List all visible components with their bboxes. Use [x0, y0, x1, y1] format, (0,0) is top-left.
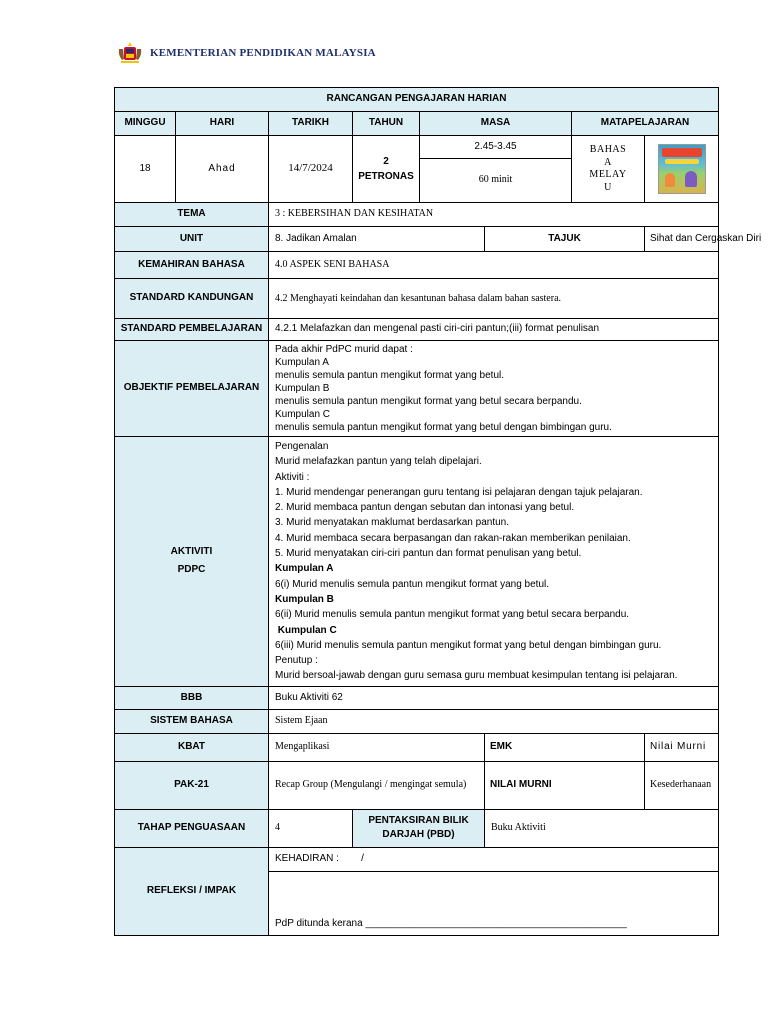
malaysia-coat-of-arms-icon	[116, 41, 144, 65]
label-emk: EMK	[485, 733, 645, 761]
aktiviti-line: 5. Murid menyatakan ciri-ciri pantun dan format penulisan yang betul.	[275, 548, 582, 560]
label-aktiviti	[115, 437, 269, 687]
aktiviti-line: Kumpulan B	[275, 593, 334, 605]
value-emk: Nilai Murni	[645, 733, 719, 761]
label-pak21: PAK-21	[115, 761, 269, 809]
aktiviti-line: Kumpulan A	[275, 563, 334, 575]
value-nilai-murni: Kesederhanaan	[645, 761, 719, 809]
label-sistem-bahasa: SISTEM BAHASA	[115, 709, 269, 733]
label-objektif: OBJEKTIF PEMBELAJARAN	[115, 341, 269, 437]
objektif-line: Kumpulan B	[275, 383, 330, 394]
value-unit: 8. Jadikan Amalan	[269, 227, 485, 252]
value-minggu: 18	[115, 136, 176, 203]
textbook-cover	[645, 136, 719, 203]
objektif-line: menulis semula pantun mengikut format yang betul.	[275, 370, 505, 381]
value-tahun	[353, 136, 420, 203]
page-header	[116, 40, 376, 66]
subject-name: BAHAS A MELAY U	[572, 136, 645, 203]
aktiviti-line: 6(i) Murid menulis semula pantun mengikut format yang betul.	[275, 578, 550, 590]
col-matapelajaran: MATAPELAJARAN	[572, 112, 719, 136]
col-hari: HARI	[176, 112, 269, 136]
col-tahun: TAHUN	[353, 112, 420, 136]
table-title: RANCANGAN PENGAJARAN HARIAN	[115, 88, 719, 112]
pdpc-label: PDPC	[177, 564, 206, 576]
tahun-number: 2	[383, 156, 389, 167]
lesson-plan-table	[114, 87, 762, 936]
value-tajuk: Sihat dan Cergaskan Diri	[645, 227, 719, 252]
objektif-line: menulis semula pantun mengikut format yang betul secara berpandu.	[275, 396, 582, 407]
label-bbb: BBB	[115, 686, 269, 709]
aktiviti-line: 6(iii) Murid menulis semula pantun mengikut format yang betul dengan bimbingan guru.	[275, 639, 662, 651]
aktiviti-line: Pengenalan	[275, 441, 329, 452]
textbook-cover-image	[658, 144, 706, 194]
value-tema: 3 : KEBERSIHAN DAN KESIHATAN	[269, 203, 719, 227]
value-standard-pembelajaran: 4.2.1 Melafazkan dan mengenal pasti ciri-ciri pantun;(iii) format penulisan	[269, 319, 719, 341]
aktiviti-label: AKTIVITI	[170, 546, 213, 558]
value-masa-duration: 60 minit	[420, 159, 572, 203]
objektif-line: Kumpulan C	[275, 409, 331, 420]
value-kehadiran: KEHADIRAN : /	[269, 847, 719, 871]
label-refleksi: REFLEKSI / IMPAK	[115, 847, 269, 935]
label-standard-kandungan: STANDARD KANDUNGAN	[115, 279, 269, 319]
value-bbb: Buku Aktiviti 62	[269, 686, 719, 709]
aktiviti-line: 4. Murid membaca secara berpasangan dan rakan-rakan memberikan penilaian.	[275, 532, 631, 544]
aktiviti-line: Murid bersoal-jawab dengan guru semasa guru membuat kesimpulan tentang isi pelajaran.	[275, 670, 678, 682]
value-standard-kandungan: 4.2 Menghayati keindahan dan kesantunan bahasa dalam bahan sastera.	[269, 279, 719, 319]
value-ditunda: PdP ditunda kerana _______________________________________________	[269, 871, 719, 935]
label-tahap-penguasaan: TAHAP PENGUASAAN	[115, 809, 269, 847]
aktiviti-line: 1. Murid mendengar penerangan guru tentang isi pelajaran dengan tajuk pelajaran.	[275, 486, 643, 498]
objektif-line: Pada akhir PdPC murid dapat :	[275, 344, 413, 355]
label-kemahiran: KEMAHIRAN BAHASA	[115, 252, 269, 279]
tahun-class: PETRONAS	[358, 171, 414, 182]
value-masa-time: 2.45-3.45	[420, 136, 572, 159]
label-tema: TEMA	[115, 203, 269, 227]
value-aktiviti	[269, 437, 719, 687]
value-objektif	[269, 341, 719, 437]
value-pbd: Buku Aktiviti	[485, 809, 719, 847]
col-minggu: MINGGU	[115, 112, 176, 136]
value-kemahiran: 4.0 ASPEK SENI BAHASA	[269, 252, 719, 279]
aktiviti-line: Kumpulan C	[275, 624, 337, 636]
aktiviti-line: 6(ii) Murid menulis semula pantun mengikut format yang betul secara berpandu.	[275, 609, 630, 621]
objektif-line: menulis semula pantun mengikut format yang betul dengan bimbingan guru.	[275, 422, 612, 433]
col-masa: MASA	[420, 112, 572, 136]
aktiviti-line: Murid melafazkan pantun yang telah dipelajari.	[275, 456, 482, 468]
aktiviti-line: 2. Murid membaca pantun dengan sebutan dan intonasi yang betul.	[275, 502, 575, 514]
value-tahap-penguasaan: 4	[269, 809, 353, 847]
aktiviti-line: 3. Murid menyatakan maklumat berdasarkan pantun.	[275, 517, 510, 529]
ministry-name: KEMENTERIAN PENDIDIKAN MALAYSIA	[150, 47, 376, 59]
label-kbat: KBAT	[115, 733, 269, 761]
col-tarikh: TARIKH	[269, 112, 353, 136]
label-nilai-murni: NILAI MURNI	[485, 761, 645, 809]
value-pak21: Recap Group (Mengulangi / mengingat semula)	[269, 761, 485, 809]
value-kbat: Mengaplikasi	[269, 733, 485, 761]
value-tarikh: 14/7/2024	[269, 136, 353, 203]
objektif-line: Kumpulan A	[275, 357, 329, 368]
label-standard-pembelajaran: STANDARD PEMBELAJARAN	[115, 319, 269, 341]
aktiviti-line: Aktiviti :	[275, 471, 310, 483]
label-tajuk: TAJUK	[485, 227, 645, 252]
label-pbd: PENTAKSIRAN BILIK DARJAH (PBD)	[353, 809, 485, 847]
value-hari: Ahad	[176, 136, 269, 203]
value-sistem-bahasa: Sistem Ejaan	[269, 709, 719, 733]
aktiviti-line: Penutup :	[275, 655, 318, 667]
label-unit: UNIT	[115, 227, 269, 252]
